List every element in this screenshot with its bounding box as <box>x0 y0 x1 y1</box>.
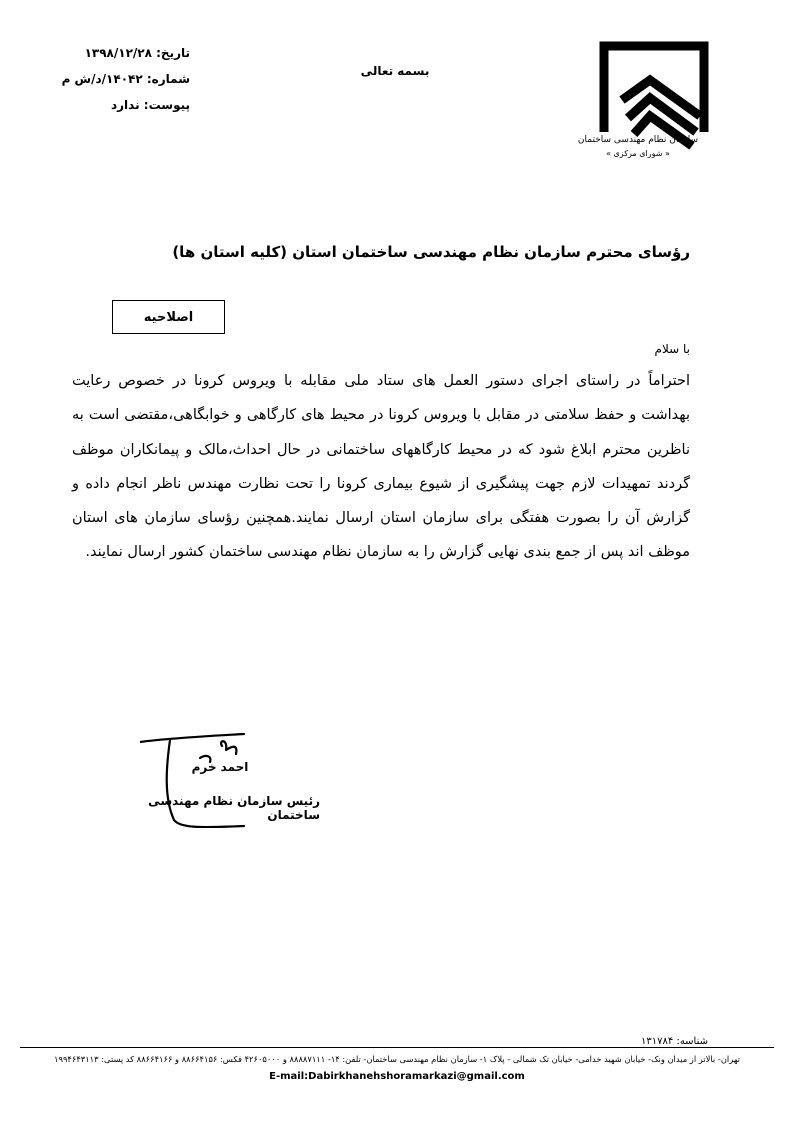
letter-body: احتراماً در راستای اجرای دستور العمل های ستاد ملی مقابله با ویروس کرونا در خصوص رعایت بهداشت و حفظ سلامتی در مقابل با ویروس کرونا در محیط های کارگاهی و خوابگاهی،مقتضی است به ناظرین محترم ابلاغ شود که در محیط کارگاههای ساختمانی در حال احداث،مالک و پیمانکاران موظف گردند تمهیدات لازم جهت پیشگیری از شیوع بیماری کرونا را تحت نظارت مهندس ناظر انجام داده و گزارش آن را بصورت هفتگی برای سازمان استان ارسال نمایند.همچنین رؤسای سازمان های استان موظف اند پس از جمع بندی نهایی گزارش را به سازمان نظام مهندسی ساختمان کشور ارسال نمایند. <box>72 373 690 561</box>
footer-email: E-mail:Dabirkhanehshoramarkazi@gmail.com <box>269 1071 525 1082</box>
signer-name: احمد خرم <box>191 760 249 774</box>
letter-number: شماره: ۱۴۰۴۲/د/ش م <box>61 72 190 86</box>
correction-box <box>112 300 225 334</box>
correction-label: اصلاحیه <box>143 309 194 325</box>
signer-title: رئیس سازمان نظام مهندسی ساختمان <box>148 794 320 822</box>
footer-divider <box>20 1047 774 1048</box>
greeting: با سلام <box>654 342 690 356</box>
footer-address: تهران- بالاتر از میدان ونک- خیابان شهید خدامی- خیابان تک شمالی - پلاک ۱- سازمان نظام مهندسی ساختمان- تلفن: ۱۴- ۸۸۸۸۷۱۱۱ و ۴۲۶۰۵۰۰۰ فکس: ۸۸۶۶۴۱۵۶ و ۸۸۶۶۴۱۶۶ کد پستی: ۱۹۹۴۶۴۳۱۱۳ <box>54 1054 740 1064</box>
letter-meta <box>40 40 190 118</box>
basmala: بسمه تعالی <box>360 64 430 78</box>
logo-caption <box>568 134 708 160</box>
org-subtitle: « شورای مرکزی » <box>606 149 670 158</box>
addressee: رؤسای محترم سازمان نظام مهندسی ساختمان استان (کلیه استان ها) <box>172 243 690 261</box>
letter-date: تاریخ: ۱۳۹۸/۱۲/۲۸ <box>84 46 190 60</box>
document-id: شناسه: ۱۳۱۷۸۴ <box>641 1036 708 1047</box>
letter-attachment: پیوست: ندارد <box>110 98 190 112</box>
org-name: سازمان نظام مهندسی ساختمان <box>577 135 699 145</box>
